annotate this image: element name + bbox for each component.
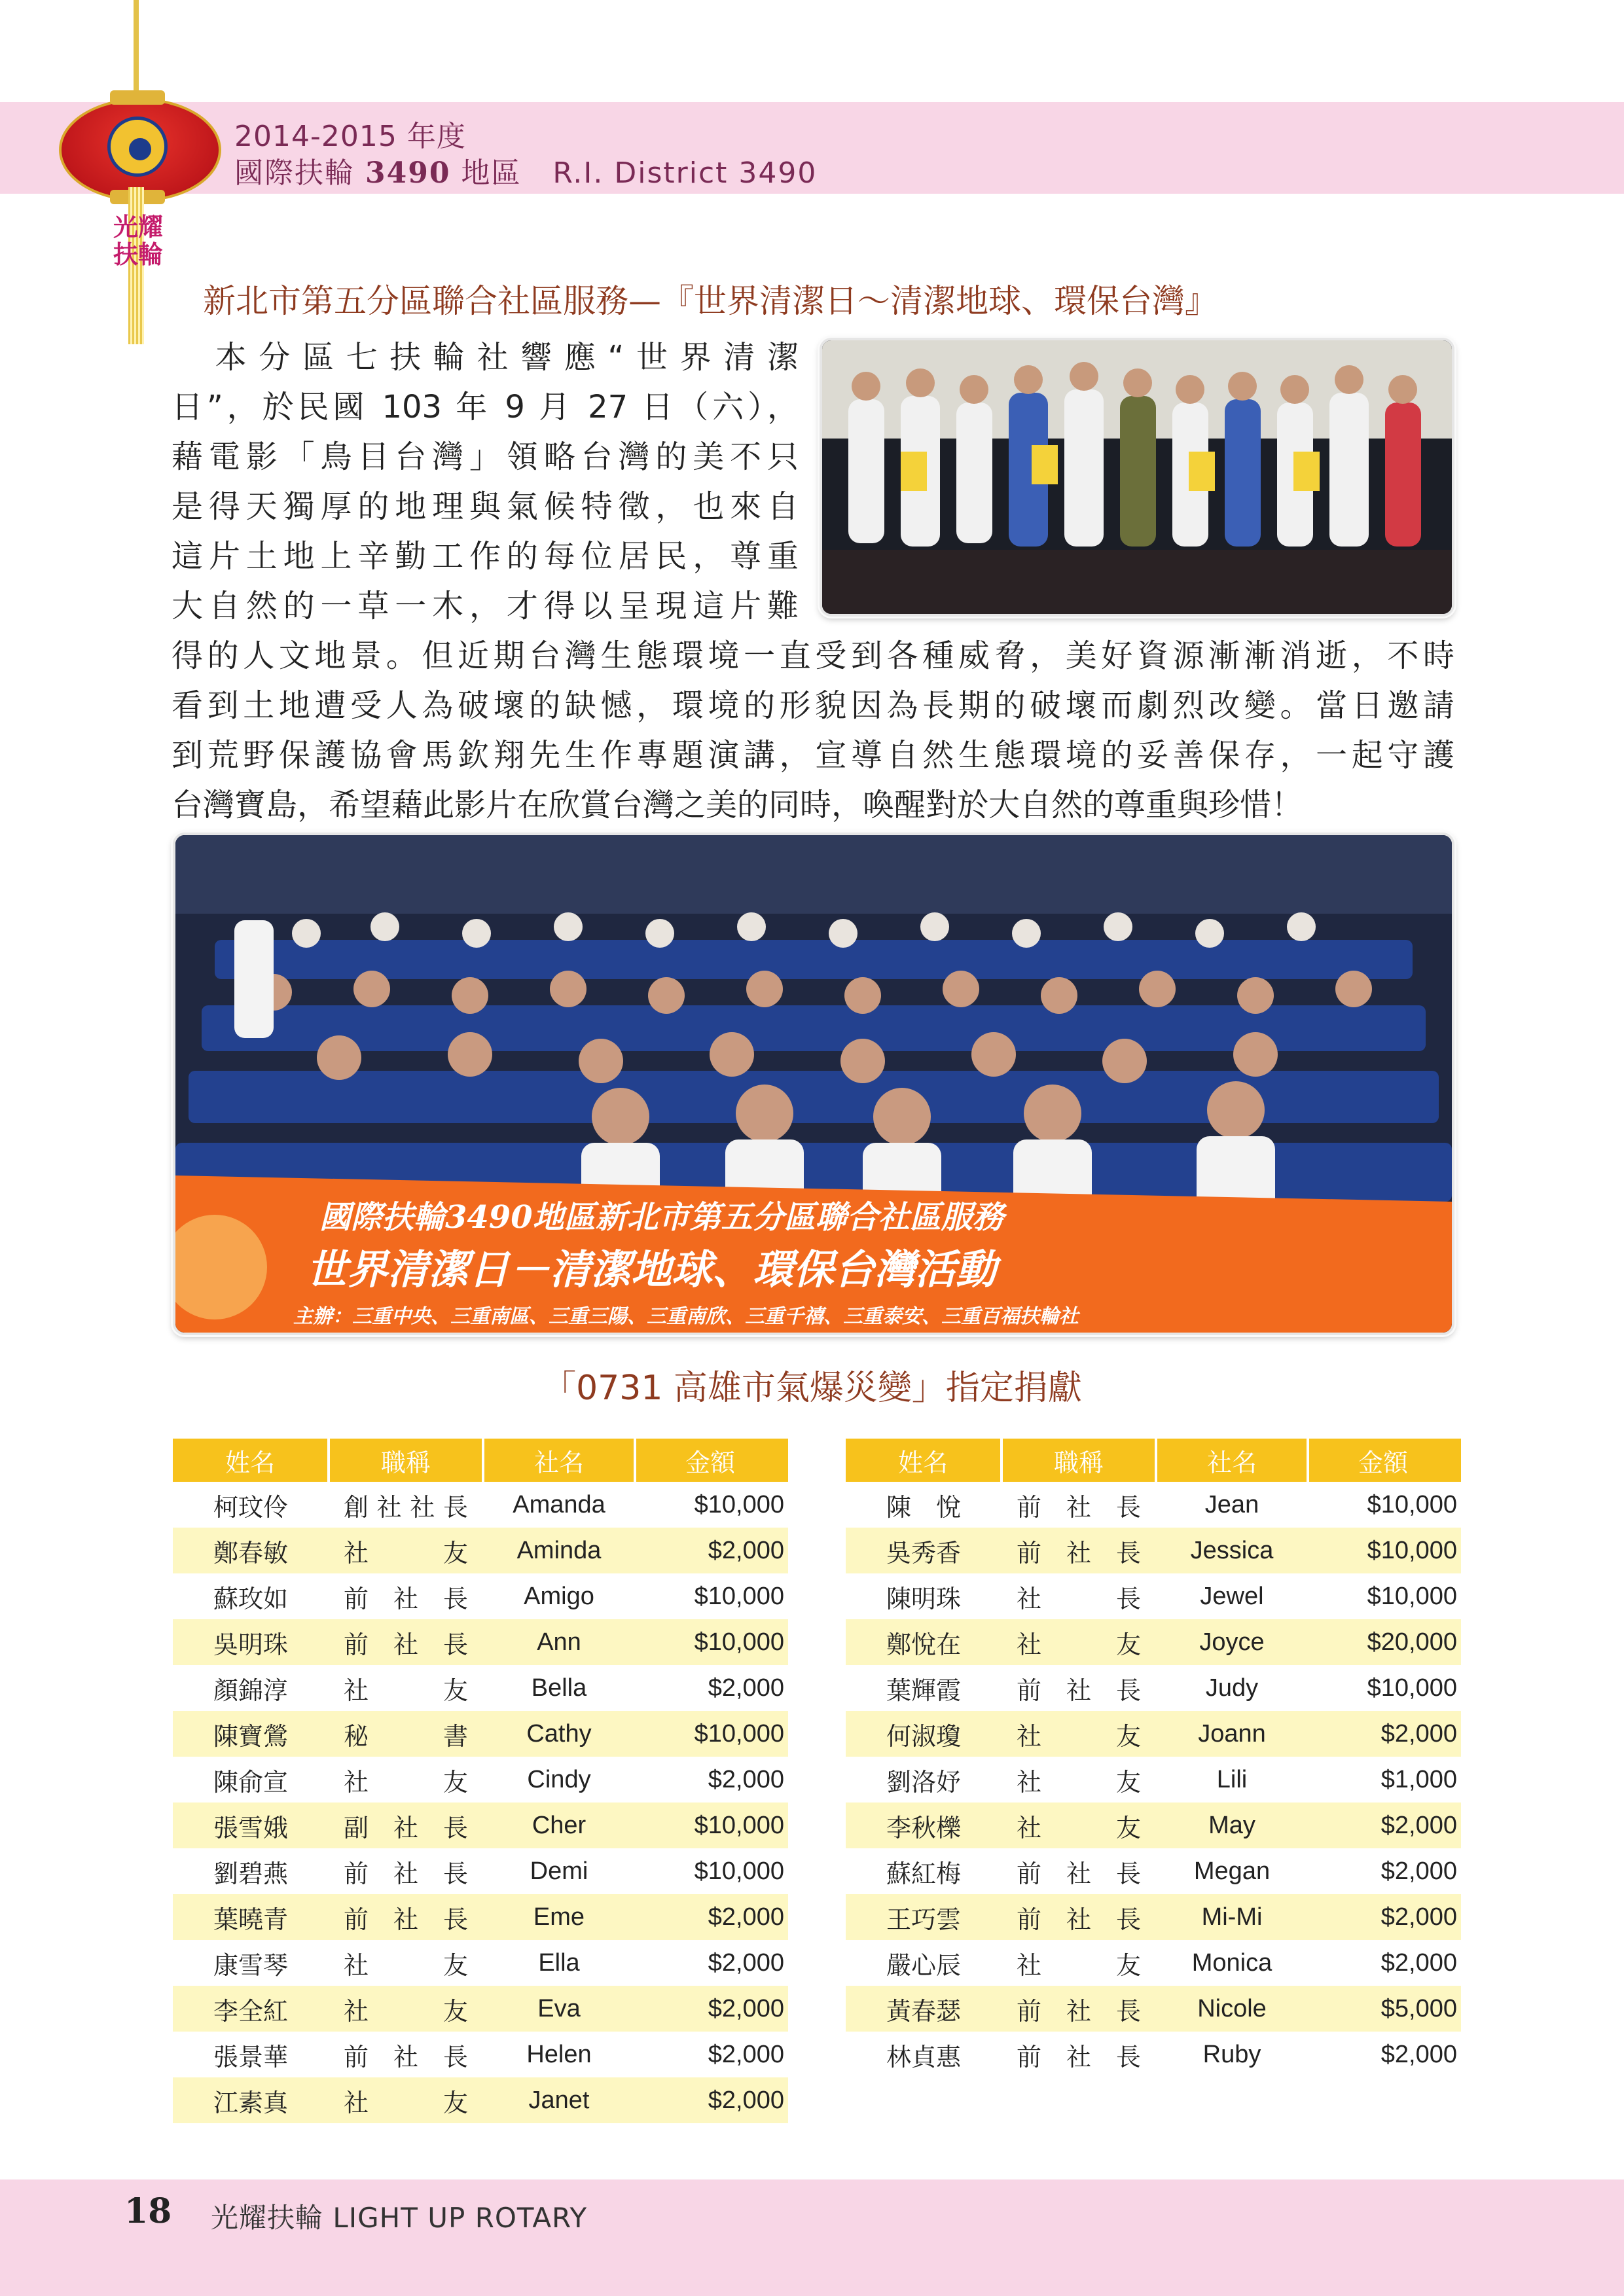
table-row xyxy=(846,1711,1461,1757)
title-text: 社友 xyxy=(344,2089,468,2117)
cell-amount: $10,000 xyxy=(635,1711,788,1757)
cell-club: May xyxy=(1156,1803,1308,1848)
title-text: 社友 xyxy=(344,1539,468,1568)
title-text: 秘書 xyxy=(344,1723,468,1751)
paragraph-line: 看到土地遭受人為破壞的缺憾，環境的形貌因為長期的破壞而劇烈改變。當日邀請 xyxy=(171,687,1454,724)
footer-title: 光耀扶輪 LIGHT UP ROTARY xyxy=(211,2202,588,2234)
cell-name: 何淑瓊 xyxy=(846,1711,1001,1757)
district-prefix: 國際扶輪 xyxy=(234,156,365,190)
cell-amount: $2,000 xyxy=(635,1940,788,1986)
cell-name: 陳寶鶯 xyxy=(173,1711,329,1757)
cell-name: 劉碧燕 xyxy=(173,1848,329,1894)
cell-name: 鄭悅在 xyxy=(846,1619,1001,1665)
table-row xyxy=(173,1573,788,1619)
cell-name: 嚴心辰 xyxy=(846,1940,1001,1986)
cell-title xyxy=(329,1528,483,1573)
paragraph-line: 台灣寶島，希望藉此影片在欣賞台灣之美的同時，喚醒對於大自然的尊重與珍惜！ xyxy=(171,787,1303,823)
cell-amount: $10,000 xyxy=(1308,1482,1461,1528)
title-text: 前社長 xyxy=(1017,1998,1141,2026)
cell-club: Lili xyxy=(1156,1757,1308,1803)
title-text: 社友 xyxy=(344,1998,468,2026)
table-row xyxy=(173,1894,788,1940)
title-text: 前社長 xyxy=(1017,1906,1141,1934)
cell-amount: $2,000 xyxy=(635,1894,788,1940)
cell-title xyxy=(329,1665,483,1711)
cell-club: Jean xyxy=(1156,1482,1308,1528)
cell-title xyxy=(1001,1986,1156,2032)
cell-title xyxy=(329,1803,483,1848)
cell-title xyxy=(329,1940,483,1986)
table-row xyxy=(173,1482,788,1528)
title-text: 社長 xyxy=(1017,1585,1141,1613)
side-title xyxy=(109,213,168,268)
side-title-line-2: 扶輪 xyxy=(113,240,163,269)
header-district xyxy=(234,149,817,191)
cell-amount: $10,000 xyxy=(635,1482,788,1528)
paragraph-line: 這片土地上辛勤工作的每位居民，尊重 xyxy=(171,538,799,575)
cell-amount: $2,000 xyxy=(635,1757,788,1803)
cell-name: 康雪琴 xyxy=(173,1940,329,1986)
table-header-row xyxy=(173,1439,788,1482)
cell-name: 張景華 xyxy=(173,2032,329,2077)
lantern-cap-top xyxy=(110,90,165,105)
cell-club: Amigo xyxy=(483,1573,635,1619)
cell-title xyxy=(1001,1528,1156,1573)
audience-photo-large xyxy=(173,833,1454,1335)
article-paragraph-full xyxy=(171,631,1454,830)
cell-club: Aminda xyxy=(483,1528,635,1573)
cell-name: 顏錦淳 xyxy=(173,1665,329,1711)
cell-club: Jessica xyxy=(1156,1528,1308,1573)
table-row xyxy=(173,1940,788,1986)
cell-name: 林貞惠 xyxy=(846,2032,1001,2077)
cell-club: Amanda xyxy=(483,1482,635,1528)
header-title: 職稱 xyxy=(1001,1439,1156,1482)
cell-title xyxy=(1001,1711,1156,1757)
article-title: 新北市第五分區聯合社區服務—『世界清潔日～清潔地球、環保台灣』 xyxy=(203,282,1218,320)
cell-title xyxy=(329,1848,483,1894)
header-amount: 金額 xyxy=(635,1439,788,1482)
cell-amount: $2,000 xyxy=(635,1528,788,1573)
cell-club: Janet xyxy=(483,2077,635,2123)
cell-club: Cathy xyxy=(483,1711,635,1757)
paragraph-line: 得的人文地景。但近期台灣生態環境一直受到各種威脅，美好資源漸漸消逝，不時 xyxy=(171,637,1454,674)
cell-name: 李全紅 xyxy=(173,1986,329,2032)
header-amount: 金額 xyxy=(1308,1439,1461,1482)
table-row xyxy=(846,1848,1461,1894)
cell-title xyxy=(1001,1573,1156,1619)
header-name: 姓名 xyxy=(173,1439,329,1482)
paragraph-line: 到荒野保護協會馬欽翔先生作專題演講，宣導自然生態環境的妥善保存，一起守護 xyxy=(171,737,1454,774)
title-text: 社友 xyxy=(1017,1952,1141,1980)
cell-amount: $10,000 xyxy=(635,1573,788,1619)
cell-club: Mi-Mi xyxy=(1156,1894,1308,1940)
table-row xyxy=(846,1665,1461,1711)
title-text: 創社社長 xyxy=(344,1494,468,1522)
table-row xyxy=(173,1665,788,1711)
cell-club: Monica xyxy=(1156,1940,1308,1986)
cell-title xyxy=(1001,1482,1156,1528)
donation-table-left xyxy=(173,1439,788,2123)
cell-title xyxy=(329,1894,483,1940)
paragraph-line: 本分區七扶輪社響應“世界清潔 xyxy=(171,339,799,376)
paragraph-line: 大自然的一草一木，才得以呈現這片難 xyxy=(171,588,799,624)
group-photo-small xyxy=(820,338,1454,617)
cell-name: 蘇玫如 xyxy=(173,1573,329,1619)
table-row xyxy=(846,1803,1461,1848)
cell-title xyxy=(1001,1803,1156,1848)
cell-club: Jewel xyxy=(1156,1573,1308,1619)
cell-title xyxy=(329,1619,483,1665)
cell-club: Nicole xyxy=(1156,1986,1308,2032)
cell-club: Bella xyxy=(483,1665,635,1711)
cell-title xyxy=(329,1711,483,1757)
cell-club: Cindy xyxy=(483,1757,635,1803)
header-club: 社名 xyxy=(1156,1439,1308,1482)
cell-amount: $2,000 xyxy=(635,1986,788,2032)
table-row xyxy=(846,1528,1461,1573)
table-row xyxy=(173,1528,788,1573)
group-photo-illustration xyxy=(822,340,1452,614)
rotary-wheel-icon xyxy=(107,117,168,177)
cell-name: 陳 悅 xyxy=(846,1482,1001,1528)
cell-name: 劉洛妤 xyxy=(846,1757,1001,1803)
cell-club: Joann xyxy=(1156,1711,1308,1757)
table-row xyxy=(173,1757,788,1803)
title-text: 社友 xyxy=(1017,1814,1141,1842)
banner-line-2: 世界清潔日－清潔地球、環保台灣活動 xyxy=(306,1246,997,1293)
cell-name: 陳明珠 xyxy=(846,1573,1001,1619)
table-row xyxy=(173,2077,788,2123)
cell-amount: $20,000 xyxy=(1308,1619,1461,1665)
title-text: 前社長 xyxy=(344,1585,468,1613)
paragraph-line: 日”，於民國 103 年 9 月 27 日（六）， xyxy=(171,389,799,425)
title-text: 社友 xyxy=(1017,1723,1141,1751)
article-paragraph-wrapped xyxy=(171,332,799,631)
title-text: 副社長 xyxy=(344,1814,468,1842)
table-row xyxy=(173,1711,788,1757)
cell-amount: $10,000 xyxy=(1308,1528,1461,1573)
title-text: 前社長 xyxy=(344,1906,468,1934)
cell-title xyxy=(1001,1665,1156,1711)
title-text: 社友 xyxy=(344,1768,468,1797)
cell-name: 吳明珠 xyxy=(173,1619,329,1665)
header-name: 姓名 xyxy=(846,1439,1001,1482)
title-text: 前社長 xyxy=(1017,1860,1141,1888)
title-text: 前社長 xyxy=(344,1631,468,1659)
cell-name: 陳俞宣 xyxy=(173,1757,329,1803)
cell-title xyxy=(1001,2032,1156,2077)
cell-amount: $1,000 xyxy=(1308,1757,1461,1803)
cell-club: Helen xyxy=(483,2032,635,2077)
cell-club: Ann xyxy=(483,1619,635,1665)
title-text: 前社長 xyxy=(1017,1539,1141,1568)
cell-club: Judy xyxy=(1156,1665,1308,1711)
header-club: 社名 xyxy=(483,1439,635,1482)
banner-line-3: 主辦：三重中央、三重南區、三重三陽、三重南欣、三重千禧、三重泰安、三重百福扶輪社 xyxy=(293,1305,1079,1328)
cell-amount: $5,000 xyxy=(1308,1986,1461,2032)
cell-title xyxy=(1001,1894,1156,1940)
cell-name: 張雪娥 xyxy=(173,1803,329,1848)
paragraph-line: 是得天獨厚的地理與氣候特徵，也來自 xyxy=(171,488,799,525)
table-row xyxy=(173,1803,788,1848)
cell-amount: $2,000 xyxy=(1308,1848,1461,1894)
cell-title xyxy=(1001,1619,1156,1665)
table-row xyxy=(173,1986,788,2032)
cell-title xyxy=(329,1573,483,1619)
cell-title xyxy=(329,2077,483,2123)
table-row xyxy=(846,2032,1461,2077)
cell-amount: $2,000 xyxy=(1308,1803,1461,1848)
cell-club: Ruby xyxy=(1156,2032,1308,2077)
title-text: 前社長 xyxy=(1017,2043,1141,2072)
cell-club: Cher xyxy=(483,1803,635,1848)
header-title: 職稱 xyxy=(329,1439,483,1482)
cell-name: 李秋櫟 xyxy=(846,1803,1001,1848)
cell-club: Ella xyxy=(483,1940,635,1986)
cell-name: 王巧雲 xyxy=(846,1894,1001,1940)
table-row xyxy=(846,1894,1461,1940)
page-number: 18 xyxy=(124,2191,172,2231)
title-text: 社友 xyxy=(344,1952,468,1980)
title-text: 前社長 xyxy=(344,2043,468,2072)
table-row xyxy=(846,1940,1461,1986)
cell-amount: $2,000 xyxy=(635,2032,788,2077)
district-number: 3490 xyxy=(365,156,451,190)
cell-name: 江素真 xyxy=(173,2077,329,2123)
cell-club: Eva xyxy=(483,1986,635,2032)
district-suffix: 地區 R.I. District 3490 xyxy=(450,156,818,190)
cell-title xyxy=(329,2032,483,2077)
table-row xyxy=(846,1986,1461,2032)
cell-name: 葉曉青 xyxy=(173,1894,329,1940)
table-row xyxy=(846,1619,1461,1665)
cell-title xyxy=(1001,1848,1156,1894)
cell-amount: $10,000 xyxy=(635,1619,788,1665)
title-text: 社友 xyxy=(344,1677,468,1705)
cell-title xyxy=(1001,1757,1156,1803)
table-row xyxy=(846,1482,1461,1528)
donation-table-right xyxy=(846,1439,1461,2077)
title-text: 前社長 xyxy=(1017,1494,1141,1522)
donation-title: 「0731 高雄市氣爆災變」指定捐獻 xyxy=(542,1369,1082,1408)
cell-club: Demi xyxy=(483,1848,635,1894)
title-text: 社友 xyxy=(1017,1631,1141,1659)
header-year: 2014-2015 年度 xyxy=(234,120,466,153)
cell-amount: $10,000 xyxy=(635,1803,788,1848)
table-row xyxy=(173,1619,788,1665)
title-text: 社友 xyxy=(1017,1768,1141,1797)
cell-amount: $10,000 xyxy=(635,1848,788,1894)
table-row xyxy=(846,1573,1461,1619)
cell-amount: $2,000 xyxy=(635,2077,788,2123)
cell-amount: $2,000 xyxy=(635,1665,788,1711)
cell-title xyxy=(329,1986,483,2032)
audience-photo-illustration xyxy=(175,835,1452,1333)
cell-amount: $2,000 xyxy=(1308,1711,1461,1757)
cell-title xyxy=(329,1482,483,1528)
cell-club: Megan xyxy=(1156,1848,1308,1894)
cell-amount: $10,000 xyxy=(1308,1573,1461,1619)
cell-title xyxy=(329,1757,483,1803)
table-header-row xyxy=(846,1439,1461,1482)
banner-line-1: 國際扶輪3490地區新北市第五分區聯合社區服務 xyxy=(319,1199,1004,1236)
table-row xyxy=(173,2032,788,2077)
paragraph-line: 藉電影「鳥目台灣」領略台灣的美不只 xyxy=(171,439,799,475)
cell-name: 鄭春敏 xyxy=(173,1528,329,1573)
cell-club: Joyce xyxy=(1156,1619,1308,1665)
lantern-string xyxy=(134,0,139,105)
cell-amount: $2,000 xyxy=(1308,1894,1461,1940)
table-row xyxy=(173,1848,788,1894)
cell-club: Eme xyxy=(483,1894,635,1940)
cell-name: 黃春瑟 xyxy=(846,1986,1001,2032)
cell-name: 蘇紅梅 xyxy=(846,1848,1001,1894)
cell-name: 吳秀香 xyxy=(846,1528,1001,1573)
title-text: 前社長 xyxy=(1017,1677,1141,1705)
title-text: 前社長 xyxy=(344,1860,468,1888)
table-row xyxy=(846,1757,1461,1803)
cell-name: 柯玟伶 xyxy=(173,1482,329,1528)
cell-amount: $2,000 xyxy=(1308,1940,1461,1986)
cell-name: 葉輝霞 xyxy=(846,1665,1001,1711)
cell-amount: $2,000 xyxy=(1308,2032,1461,2077)
side-title-line-1: 光耀 xyxy=(113,212,163,242)
cell-amount: $10,000 xyxy=(1308,1665,1461,1711)
cell-title xyxy=(1001,1940,1156,1986)
